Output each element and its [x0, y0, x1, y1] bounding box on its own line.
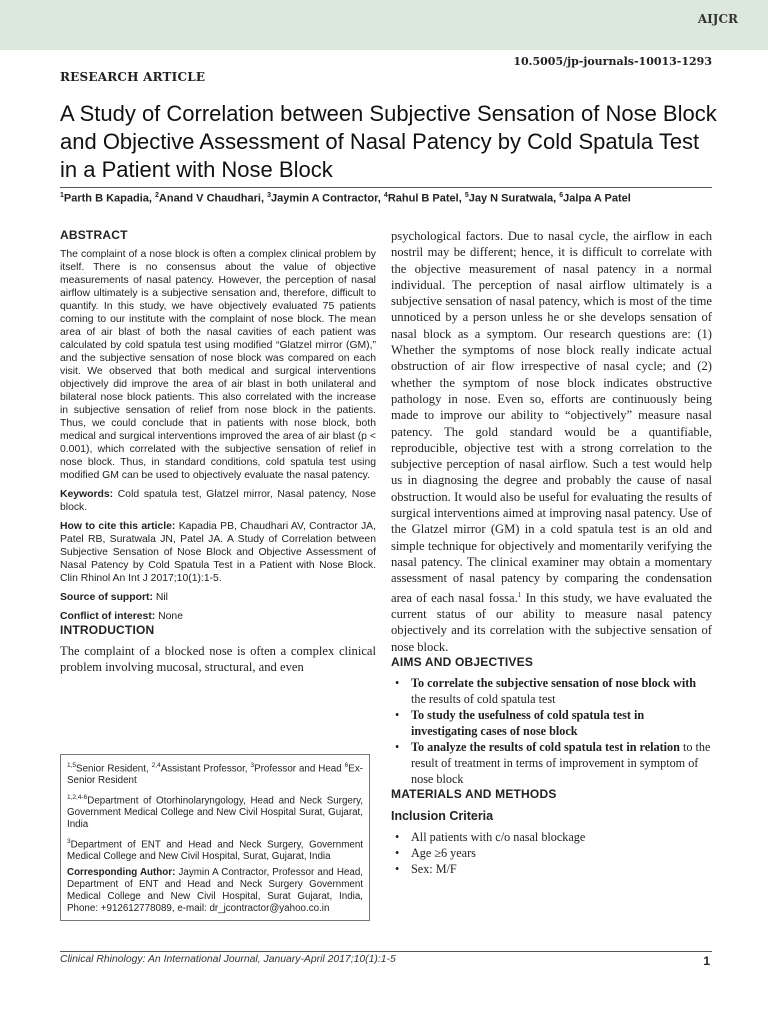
citation — [60, 520, 376, 585]
role-sup: 3 — [250, 762, 255, 769]
affiliation-1 — [67, 792, 363, 831]
introduction-final: In this study, we have evaluated the current status of our ability to measure nasal patency objectively and its correlation with the subjective sensation of nose block. — [391, 590, 712, 654]
page-number: 1 — [703, 954, 710, 968]
authors-divider — [60, 187, 712, 188]
corresponding-author — [67, 867, 363, 914]
support-label: Source of support: — [60, 592, 153, 603]
role-sup: 1,5 — [67, 762, 77, 769]
role: Ex-Senior Resident — [67, 763, 363, 787]
author-sup: 1 — [60, 192, 64, 199]
corresponding-text[interactable]: Jaymin A Contractor, Professor and Head, Department of ENT and Head and Neck Surgery Government Medical College and New Civil Hospital, Surat Gujarat, India, Phone: +912612778089, e-mail: dr_jcontractor@yahoo.co.in — [67, 867, 363, 914]
keywords — [60, 488, 376, 514]
keywords-value: Cold spatula test, Glatzel mirror, Nasal patency, Nose block. — [60, 489, 377, 513]
author-name: Rahul B Patel — [387, 192, 459, 205]
affiliations-box — [60, 754, 370, 921]
abstract-text: The complaint of a nose block is often a complex clinical problem by itself. There is no consensus about the value of objective measurements of nasal patency. However, the perception of nasal airflow ultimately is a subjective sensation and, therefore, difficult to quantify. In this study, we have objectively evaluated 75 patients coming to our institute with the complaint of nose block. The mean area of air blast of both the nasal cavities of each patient was calculated by cold spatula test using modified “Glatzel mirror (GM),” and the subjective sensation of nose block was compared on each visit. We observed that both medical and surgical interventions objectively did improve the area of air blast in both unilateral and bilateral nose block patients. This also correlated with the increase in subjective sensation of relief from nose block in the patients. Thus, we could conclude that in patients with nose block, both medical and surgical interventions improved the area of air blast (p < 0.001), which correlated with the subjective sensation of relief in nose block. Thus, in standard conditions, cold spatula test using modified GM can be used to objectively evaluate the nasal patency. — [60, 249, 376, 481]
conflict-value: None — [158, 611, 183, 622]
doi[interactable]: 10.5005/jp-journals-10013-1293 — [513, 55, 712, 68]
right-column — [391, 228, 712, 877]
affiliation-text: Department of ENT and Head and Neck Surgery, Government Medical College and New Civil Hospital, Surat, Gujarat, India — [67, 838, 363, 862]
conflict-label: Conflict of interest: — [60, 611, 156, 622]
role-sup: 2,4 — [151, 762, 161, 769]
footer-journal: Clinical Rhinology: An International Journal, January-April 2017;10(1):1-5 — [60, 954, 396, 965]
reference-sup[interactable]: 1 — [517, 590, 522, 599]
author-sup: 4 — [383, 192, 388, 199]
author-list: $^1$Parth B Kapadia, $^2$Anand V Chaudhari, $^3$Jaymin A Contractor, $^4$Rahul B Patel, $^5$Jay N Suratwala, $^6$Jalpa A Patel — [60, 192, 631, 205]
aim-bold: To study the usefulness of cold spatula test in investigating cases of nose block — [411, 707, 645, 738]
footer-divider — [60, 951, 712, 952]
aim-bold: To correlate the subjective sensation of nose block with — [411, 675, 697, 690]
list-item — [391, 739, 712, 787]
introduction-heading: INTRODUCTION — [60, 623, 155, 637]
affiliation-2 — [67, 836, 363, 863]
role-sup: 6 — [344, 762, 349, 769]
role: Assistant Professor, — [160, 763, 248, 775]
introduction-continued: psychological factors. Due to nasal cycle, the airflow in each nostril may be different; hence, it is difficult to correlate with the objective measurement of nasal patency in a normal individual. The perception of nasal airflow ultimately is a subjective sensation of nasal patency, which is most of the time unnoticed by a person unless he or she develops sensation of nasal block as a symptom. Our research questions are: (1) Whether the symptoms of nose block really indicate actual obstruction of air flow irrespective of nasal cycle; and (2) whether the symptom of nose block indicates obstructive pathology in nose. Even so, efforts are continuously being made to improve our ability to “objectively” measure nasal patency. The gold standard would be a quantifiable, reproducible, objective test with a strong correlation to the subjective perception of nasal airflow. Such a test would help us in diagnosing the degree and probably the cause of nasal obstruction. It would also be useful for evaluating the results of surgical interventions aimed at improving nasal patency. Use of the Glatzel mirror (GM) in a cold spatula test is an old and simple technique for objectively and momentarily verifying the nasal patency. The clinical examiner may obtain a momentary assessment of nasal patency by comparing the condensation area of each nasal fossa. — [391, 229, 712, 605]
journal-abbreviation: AIJCR — [697, 12, 738, 26]
introduction-text-left: The complaint of a blocked nose is often a complex clinical problem involving mucosal, structural, and even — [60, 644, 376, 675]
inclusion-list — [391, 829, 712, 877]
source-of-support — [60, 591, 376, 604]
aim-rest: to the result of treatment in terms of improvement in symptom of nose block — [411, 739, 711, 786]
author-name: Jay N Suratwala — [468, 192, 554, 205]
affiliation-sup: 3 — [67, 837, 71, 845]
list-item: • All patients with c/o nasal blockage — [391, 829, 712, 845]
introduction-text-right — [391, 228, 712, 655]
author-sup: 5 — [464, 192, 469, 199]
header-band — [0, 0, 768, 50]
support-value: Nil — [155, 592, 168, 603]
citation-value: Kapadia PB, Chaudhari AV, Contractor JA, Patel RB, Suratwala JN, Patel JA. A Study of Correlation between Subjective Sensation of Nose Block and Objective Assessment of Nasal Patency by Cold Spatula Test in a Patient with Nose Block. Clin Rhinol An Int J 2017;10(1):1-5. — [60, 521, 376, 584]
author-name: Jaymin A Contractor — [271, 192, 378, 205]
role: Professor and Head — [254, 763, 342, 775]
role: Senior Resident, — [76, 763, 149, 775]
methods-heading: MATERIALS AND METHODS — [391, 786, 557, 801]
list-item: • Age ≥6 years — [391, 845, 712, 861]
author-roles — [67, 760, 363, 787]
article-type: RESEARCH ARTICLE — [60, 70, 206, 84]
aim-bold: To analyze the results of cold spatula test in relation — [411, 739, 680, 754]
affiliation-text: Department of Otorhinolaryngology, Head and Neck Surgery, Government Medical College and New Civil Hospital Surat, Gujarat, India — [67, 795, 363, 830]
keywords-label: Keywords: — [60, 489, 114, 500]
author-sup: 3 — [267, 192, 271, 199]
corresponding-label: Corresponding Author: — [67, 867, 176, 879]
list-item: • Sex: M/F — [391, 861, 712, 877]
inclusion-criteria-heading: Inclusion Criteria — [391, 808, 494, 823]
aims-heading: AIMS AND OBJECTIVES — [391, 654, 534, 669]
article-title: A Study of Correlation between Subjective Sensation of Nose Block and Objective Assessment of Nasal Patency by Cold Spatula Test in a Patient with Nose Block — [60, 101, 717, 182]
author-name: Anand V Chaudhari — [158, 192, 261, 205]
citation-label: How to cite this article: — [60, 521, 176, 532]
aims-list — [391, 675, 712, 787]
author-sup: 6 — [559, 192, 564, 199]
author-name: Jalpa A Patel — [563, 192, 631, 205]
aim-rest: the results of cold spatula test — [411, 691, 556, 706]
list-item — [391, 707, 712, 739]
conflict-of-interest — [60, 610, 376, 623]
abstract-heading: ABSTRACT — [60, 228, 128, 242]
affiliation-sup: 1,2,4-6 — [67, 793, 88, 801]
author-name: Parth B Kapadia — [63, 192, 149, 205]
list-item — [391, 675, 712, 707]
author-sup: 2 — [155, 192, 159, 199]
left-column — [60, 228, 376, 676]
